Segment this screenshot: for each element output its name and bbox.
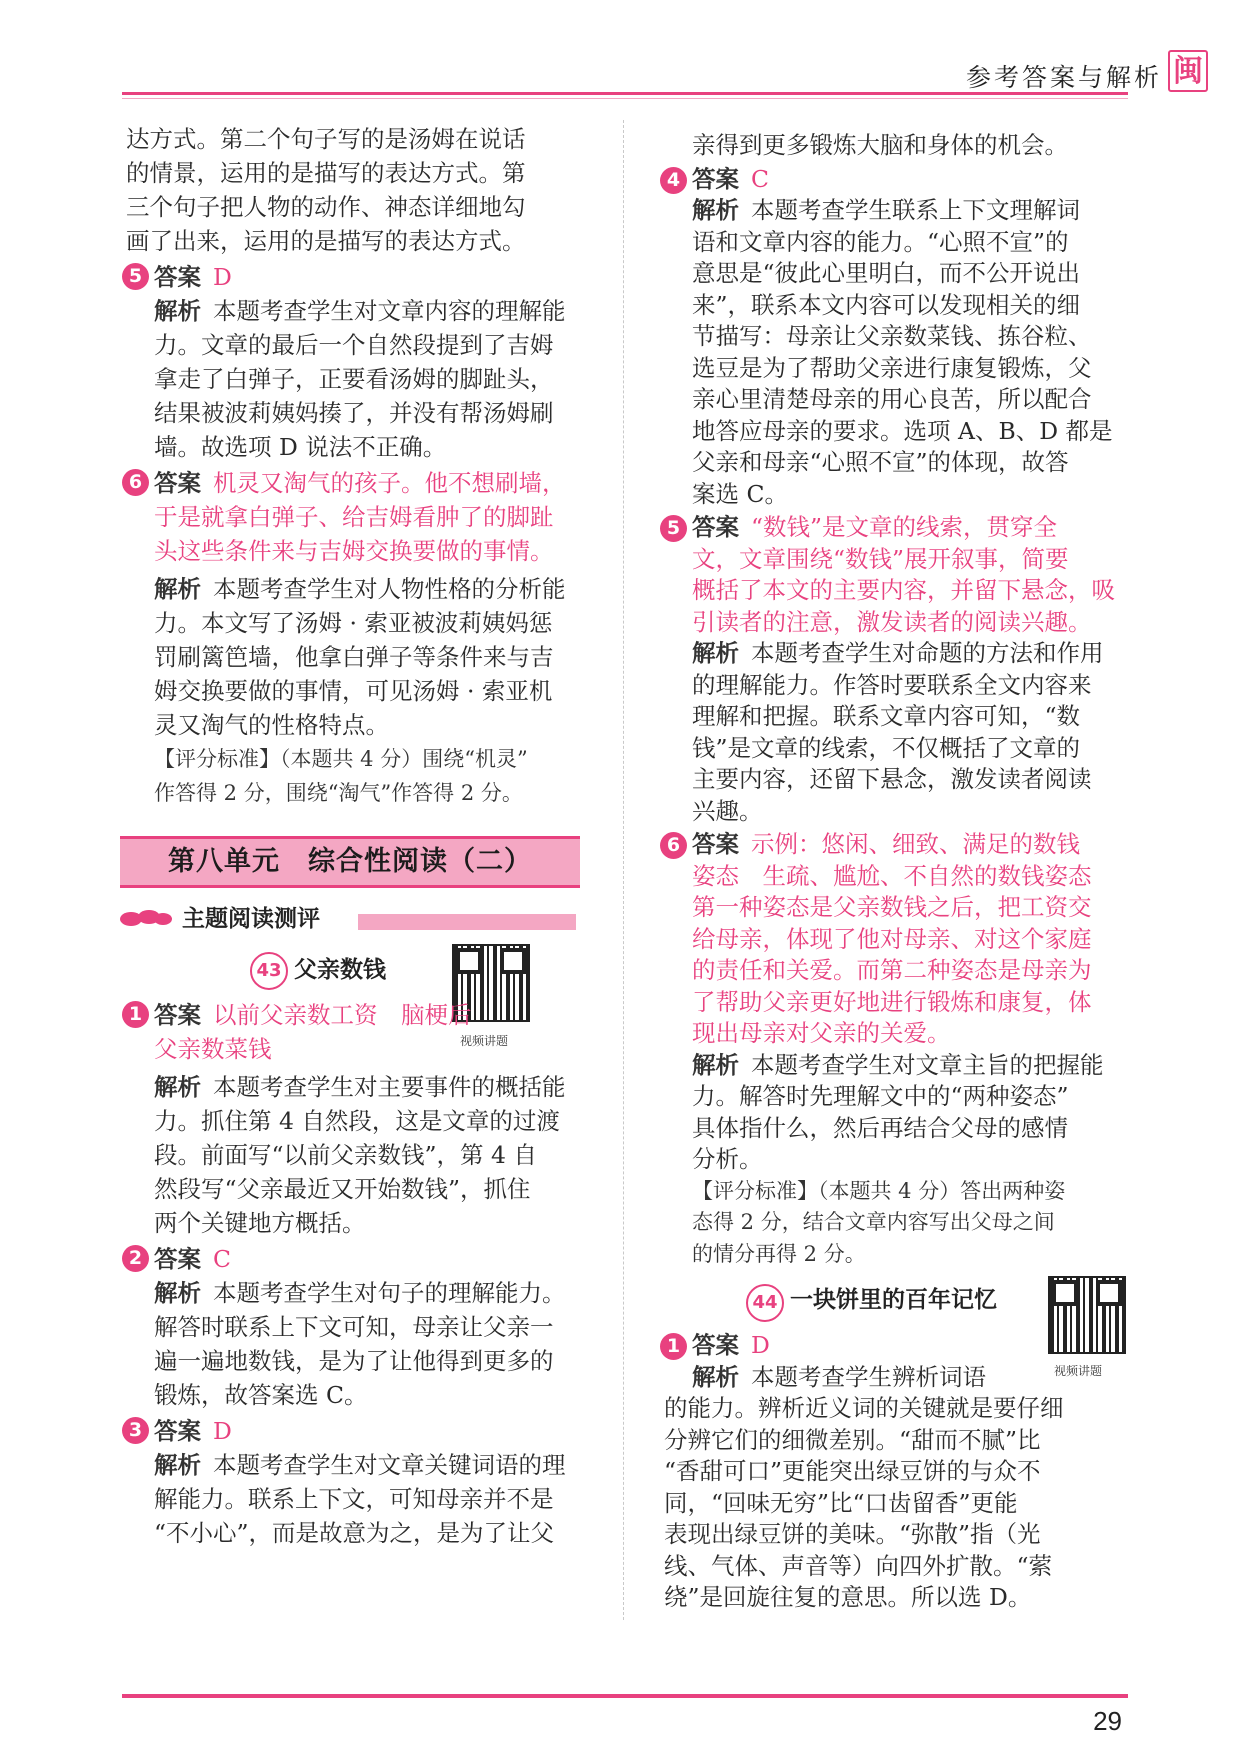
intro-line: 亲得到更多锻炼大脑和身体的机会。 bbox=[692, 131, 1068, 159]
analysis-line: 解析 本题考查学生联系上下文理解词 bbox=[692, 196, 1080, 224]
answer-value: C bbox=[751, 164, 769, 193]
answer-line: 以前父亲数工资 脑梗后 bbox=[213, 1001, 472, 1029]
question-5 bbox=[664, 512, 1132, 544]
analysis-line: 分辨它们的细微差别。“甜而不腻”比 bbox=[664, 1425, 1041, 1454]
analysis-label: 解析 bbox=[154, 1073, 201, 1101]
answer-line: 现出母亲对父亲的关爱。 bbox=[692, 1019, 951, 1047]
analysis-line: 力。抓住第 4 自然段，这是文章的过渡 bbox=[154, 1107, 560, 1135]
answer-line: 姿态 生疏、尴尬、不自然的数钱姿态 bbox=[692, 861, 1092, 890]
scoring-standard-line: 作答得 2 分，围绕“淘气”作答得 2 分。 bbox=[154, 781, 523, 805]
analysis-line: 两个关键地方概括。 bbox=[154, 1209, 366, 1237]
intro-line: 三个句子把人物的动作、神态详细地勾 bbox=[126, 193, 526, 221]
answer-line: 机灵又淘气的孩子。他不想刷墙， bbox=[213, 469, 566, 497]
answer-value: D bbox=[213, 263, 232, 291]
analysis-line: 解析 本题考查学生对文章关键词语的理 bbox=[154, 1451, 566, 1479]
analysis-line: 结果被波莉姨妈揍了，并没有帮汤姆刷 bbox=[154, 399, 554, 427]
answer-line: 于是就拿白弹子、给吉姆看肿了的脚趾 bbox=[154, 503, 554, 531]
province-tag: 闽 bbox=[1168, 50, 1208, 92]
intro-line: 达方式。第二个句子写的是汤姆在说话 bbox=[126, 125, 526, 153]
analysis-label: 解析 bbox=[154, 1451, 201, 1479]
analysis-line: 姆交换要做的事情，可见汤姆 · 索亚机 bbox=[154, 677, 553, 705]
analysis-line: 墙。故选项 D 说法不正确。 bbox=[154, 433, 447, 461]
answer-line: 父亲数菜钱 bbox=[154, 1035, 272, 1063]
analysis-line: 分析。 bbox=[692, 1145, 763, 1173]
answer-line: 概括了本文的主要内容，并留下悬念，吸 bbox=[692, 576, 1115, 604]
analysis-line: 罚刷篱笆墙，他拿白弹子等条件来与吉 bbox=[154, 643, 554, 671]
analysis-line: 钱”是文章的线索，不仅概括了文章的 bbox=[692, 733, 1081, 762]
analysis-label: 解析 bbox=[692, 196, 739, 224]
question-number: 1 bbox=[122, 1001, 149, 1028]
unit-banner: 第八单元 综合性阅读（二） bbox=[120, 836, 580, 888]
theme-stripe bbox=[358, 914, 576, 930]
question-6 bbox=[664, 829, 1132, 861]
answer-line: 的责任和关爱。而第二种姿态是母亲为 bbox=[692, 956, 1092, 984]
lesson-title: 父亲数钱 bbox=[294, 957, 386, 983]
column-divider bbox=[623, 120, 624, 1620]
analysis-line: 主要内容，还留下悬念，激发读者阅读 bbox=[692, 765, 1092, 793]
analysis-line: 地答应母亲的要求。选项 A、B、D 都是 bbox=[692, 416, 1113, 445]
question-number: 6 bbox=[122, 469, 149, 496]
analysis-line: 兴趣。 bbox=[692, 796, 763, 825]
intro-line: 的情景，运用的是描写的表达方式。第 bbox=[126, 159, 526, 187]
answer-line: 了帮助父亲更好地进行锻炼和康复，体 bbox=[692, 987, 1092, 1016]
answer-label: 答案 bbox=[692, 164, 739, 193]
analysis-line: 灵又淘气的性格特点。 bbox=[154, 711, 389, 739]
analysis-line: 解析 本题考查学生对文章内容的理解能 bbox=[154, 297, 566, 325]
answer-line: “数钱”是文章的线索，贯穿全 bbox=[751, 513, 1058, 541]
question-2 bbox=[126, 1242, 574, 1276]
scoring-standard-line: 【评分标准】（本题共 4 分）围绕“机灵” bbox=[154, 747, 528, 771]
analysis-line: 父亲和母亲“心照不宣”的体现，故答 bbox=[692, 448, 1069, 476]
footer-rule bbox=[122, 1694, 1128, 1698]
question-number: 4 bbox=[660, 167, 687, 194]
theme-bar bbox=[126, 902, 574, 936]
header-rule bbox=[122, 92, 1128, 95]
question-number: 5 bbox=[660, 515, 687, 542]
analysis-line: 同，“回味无穷”比“口齿留香”更能 bbox=[664, 1488, 1018, 1517]
analysis-label: 解析 bbox=[154, 1279, 201, 1307]
question-number: 2 bbox=[122, 1245, 149, 1272]
answer-label: 答案 bbox=[154, 263, 201, 291]
question-1 bbox=[126, 998, 574, 1032]
answer-line: 头这些条件来与吉姆交换要做的事情。 bbox=[154, 537, 554, 565]
scoring-standard-line: 的情分再得 2 分。 bbox=[692, 1241, 866, 1266]
answer-value: D bbox=[751, 1331, 770, 1359]
analysis-label: 解析 bbox=[692, 1362, 739, 1391]
answer-label: 答案 bbox=[692, 1331, 739, 1359]
analysis-line: 解析 本题考查学生对人物性格的分析能 bbox=[154, 575, 566, 603]
answer-line: 第一种姿态是父亲数钱之后，把工资交 bbox=[692, 893, 1092, 921]
answer-line: 示例：悠闲、细致、满足的数钱 bbox=[751, 830, 1080, 858]
analysis-line: 具体指什么，然后再结合父母的感情 bbox=[692, 1113, 1068, 1142]
analysis-line: 然段写“父亲最近又开始数钱”，抓住 bbox=[154, 1175, 531, 1203]
scoring-standard-line: 【评分标准】（本题共 4 分）答出两种姿 bbox=[692, 1178, 1066, 1203]
analysis-label: 解析 bbox=[692, 639, 739, 667]
analysis-line: 解析 本题考查学生对命题的方法和作用 bbox=[692, 639, 1104, 667]
analysis-label: 解析 bbox=[692, 1050, 739, 1079]
qr-caption: 视频讲题 bbox=[1054, 1364, 1103, 1378]
analysis-line: 段。前面写“以前父亲数钱”，第 4 自 bbox=[154, 1141, 537, 1169]
analysis-line: 解析 本题考查学生对句子的理解能力。 bbox=[154, 1279, 566, 1307]
question-number: 1 bbox=[660, 1333, 687, 1360]
analysis-line: 力。本文写了汤姆 · 索亚被波莉姨妈惩 bbox=[154, 609, 553, 637]
answer-label: 答案 bbox=[692, 513, 739, 541]
qr-caption: 视频讲题 bbox=[460, 1034, 509, 1048]
analysis-line: 解析 本题考查学生辨析词语 bbox=[692, 1362, 986, 1391]
analysis-label: 解析 bbox=[154, 297, 201, 325]
analysis-line: 选豆是为了帮助父亲进行康复锻炼，父 bbox=[692, 353, 1092, 382]
lesson-number: 44 bbox=[746, 1284, 784, 1322]
intro-line: 画了出来，运用的是描写的表达方式。 bbox=[126, 227, 526, 255]
analysis-label: 解析 bbox=[154, 575, 201, 603]
analysis-line: 锻炼，故答案选 C。 bbox=[154, 1381, 368, 1409]
analysis-line: 线、气体、声音等）向四外扩散。“萦 bbox=[664, 1551, 1053, 1580]
theme-label: 主题阅读测评 bbox=[182, 906, 320, 932]
answer-value: C bbox=[213, 1245, 231, 1273]
analysis-line: 节描写：母亲让父亲数菜钱、拣谷粒、 bbox=[692, 322, 1092, 350]
question-3 bbox=[126, 1414, 574, 1448]
analysis-line: 解答时联系上下文可知，母亲让父亲一 bbox=[154, 1313, 554, 1341]
analysis-line: 绕”是回旋往复的意思。所以选 D。 bbox=[664, 1583, 1032, 1611]
analysis-line: 拿走了白弹子，正要看汤姆的脚趾头， bbox=[154, 365, 554, 393]
analysis-line: 案选 C。 bbox=[692, 479, 788, 508]
analysis-line: 解析 本题考查学生对主要事件的概括能 bbox=[154, 1073, 566, 1101]
analysis-line: 力。文章的最后一个自然段提到了吉姆 bbox=[154, 331, 554, 359]
question-number: 6 bbox=[660, 832, 687, 859]
question-6 bbox=[126, 466, 574, 500]
question-5 bbox=[126, 260, 574, 294]
analysis-line: 的理解能力。作答时要联系全文内容来 bbox=[692, 670, 1092, 699]
analysis-line: 语和文章内容的能力。“心照不宣”的 bbox=[692, 227, 1069, 256]
answer-label: 答案 bbox=[692, 830, 739, 858]
header-rule-thin bbox=[122, 98, 1128, 99]
question-number: 5 bbox=[122, 263, 149, 290]
analysis-line: 表现出绿豆饼的美味。“弥散”指（光 bbox=[664, 1520, 1041, 1548]
question-number: 3 bbox=[122, 1417, 149, 1444]
analysis-line: 来”，联系本文内容可以发现相关的细 bbox=[692, 290, 1081, 319]
analysis-line: 亲心里清楚母亲的用心良苦，所以配合 bbox=[692, 385, 1092, 413]
question-1 bbox=[664, 1330, 1132, 1362]
analysis-line: 意思是“彼此心里明白，而不公开说出 bbox=[692, 259, 1081, 287]
answer-label: 答案 bbox=[154, 1001, 201, 1029]
lesson-title: 一块饼里的百年记忆 bbox=[790, 1287, 997, 1313]
answer-line: 给母亲，体现了他对母亲、对这个家庭 bbox=[692, 924, 1092, 953]
analysis-line: 解能力。联系上下文，可知母亲并不是 bbox=[154, 1485, 554, 1513]
answer-line: 文，文章围绕“数钱”展开叙事，简要 bbox=[692, 544, 1069, 573]
analysis-line: 遍一遍地数钱，是为了让他得到更多的 bbox=[154, 1347, 554, 1375]
analysis-line: “香甜可口”更能突出绿豆饼的与众不 bbox=[664, 1457, 1041, 1485]
analysis-line: 的能力。辨析近义词的关键就是要仔细 bbox=[664, 1394, 1064, 1422]
answer-line: 引读者的注意，激发读者的阅读兴趣。 bbox=[692, 607, 1092, 636]
answer-label: 答案 bbox=[154, 1245, 201, 1273]
answer-value: D bbox=[213, 1417, 232, 1445]
analysis-line: 力。解答时先理解文中的“两种姿态” bbox=[692, 1082, 1069, 1110]
pill-decoration-icon bbox=[120, 910, 176, 928]
scoring-standard-line: 态得 2 分，结合文章内容写出父母之间 bbox=[692, 1210, 1055, 1234]
analysis-line: 解析 本题考查学生对文章主旨的把握能 bbox=[692, 1050, 1104, 1079]
answer-label: 答案 bbox=[154, 469, 201, 497]
lesson-number: 43 bbox=[250, 952, 288, 990]
right-column bbox=[664, 130, 1132, 1614]
analysis-line: 理解和把握。联系文章内容可知，“数 bbox=[692, 702, 1081, 730]
header-title: 参考答案与解析 bbox=[965, 63, 1162, 92]
left-column bbox=[126, 122, 574, 1550]
answer-label: 答案 bbox=[154, 1417, 201, 1445]
page-number: 29 bbox=[1093, 1706, 1122, 1736]
question-4 bbox=[664, 164, 1132, 196]
analysis-line: “不小心”，而是故意为之，是为了让父 bbox=[154, 1519, 555, 1547]
